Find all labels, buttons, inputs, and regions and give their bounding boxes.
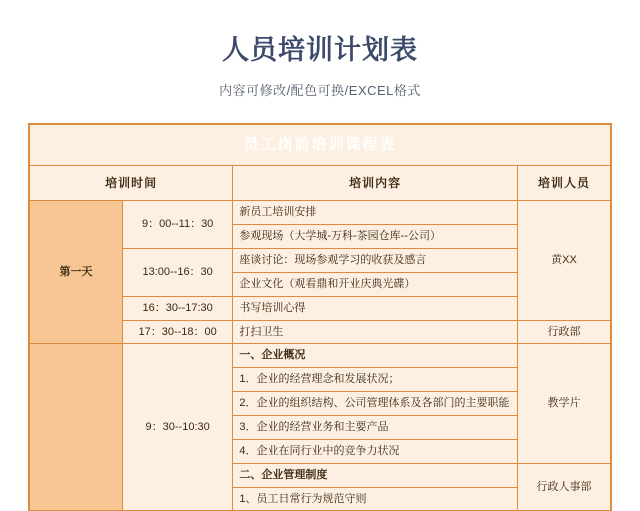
header-time: 培训时间 (30, 166, 233, 201)
page-subtitle: 内容可修改/配色可换/EXCEL格式 (219, 83, 421, 99)
person-cell: 教学片 (518, 344, 611, 463)
person-cell: 黄XX (518, 201, 611, 320)
day-label-day1: 第一天 (30, 201, 123, 344)
content-cell: 打扫卫生 (233, 320, 518, 344)
table-row (30, 201, 611, 225)
content-cell: 书写培训心得 (233, 296, 518, 320)
schedule-grid (29, 124, 611, 511)
content-cell: 新员工培训安排 (233, 201, 518, 225)
time-cell: 13:00--16：30 (122, 249, 232, 297)
time-cell: 9：30--10:30 (122, 344, 232, 511)
content-cell: 1、员工日常行为规范守则 (233, 487, 518, 511)
content-cell: 2．企业的组织结构、公司管理体系及各部门的主要职能 (233, 392, 518, 416)
content-cell: 3．企业的经营业务和主要产品 (233, 415, 518, 439)
person-cell: 行政部 (518, 320, 611, 344)
time-cell: 17：30--18：00 (122, 320, 232, 344)
table-banner-title: 员工岗前培训课程表 (30, 125, 611, 166)
table-header-row (30, 166, 611, 201)
content-cell: 座谈讨论：现场参观学习的收获及感言 (233, 249, 518, 273)
content-cell: 参观现场（大学城-万科-茶园仓库--公司） (233, 225, 518, 249)
content-cell: 4．企业在同行业中的竞争力状况 (233, 439, 518, 463)
content-cell: 一、企业概况 (233, 344, 518, 368)
table-banner-row (30, 125, 611, 166)
header-person: 培训人员 (518, 166, 611, 201)
content-cell: 二、企业管理制度 (233, 463, 518, 487)
person-cell: 行政人事部 (518, 463, 611, 511)
day-label-day2 (30, 344, 123, 511)
time-cell: 16：30--17:30 (122, 296, 232, 320)
content-cell: 1．企业的经营理念和发展状况； (233, 368, 518, 392)
content-cell: 企业文化（观看鼎和开业庆典光碟） (233, 272, 518, 296)
table-row (30, 344, 611, 368)
training-schedule-table (28, 123, 612, 511)
page-title: 人员培训计划表 (222, 35, 418, 65)
header-content: 培训内容 (233, 166, 518, 201)
time-cell: 9：00--11：30 (122, 201, 232, 249)
